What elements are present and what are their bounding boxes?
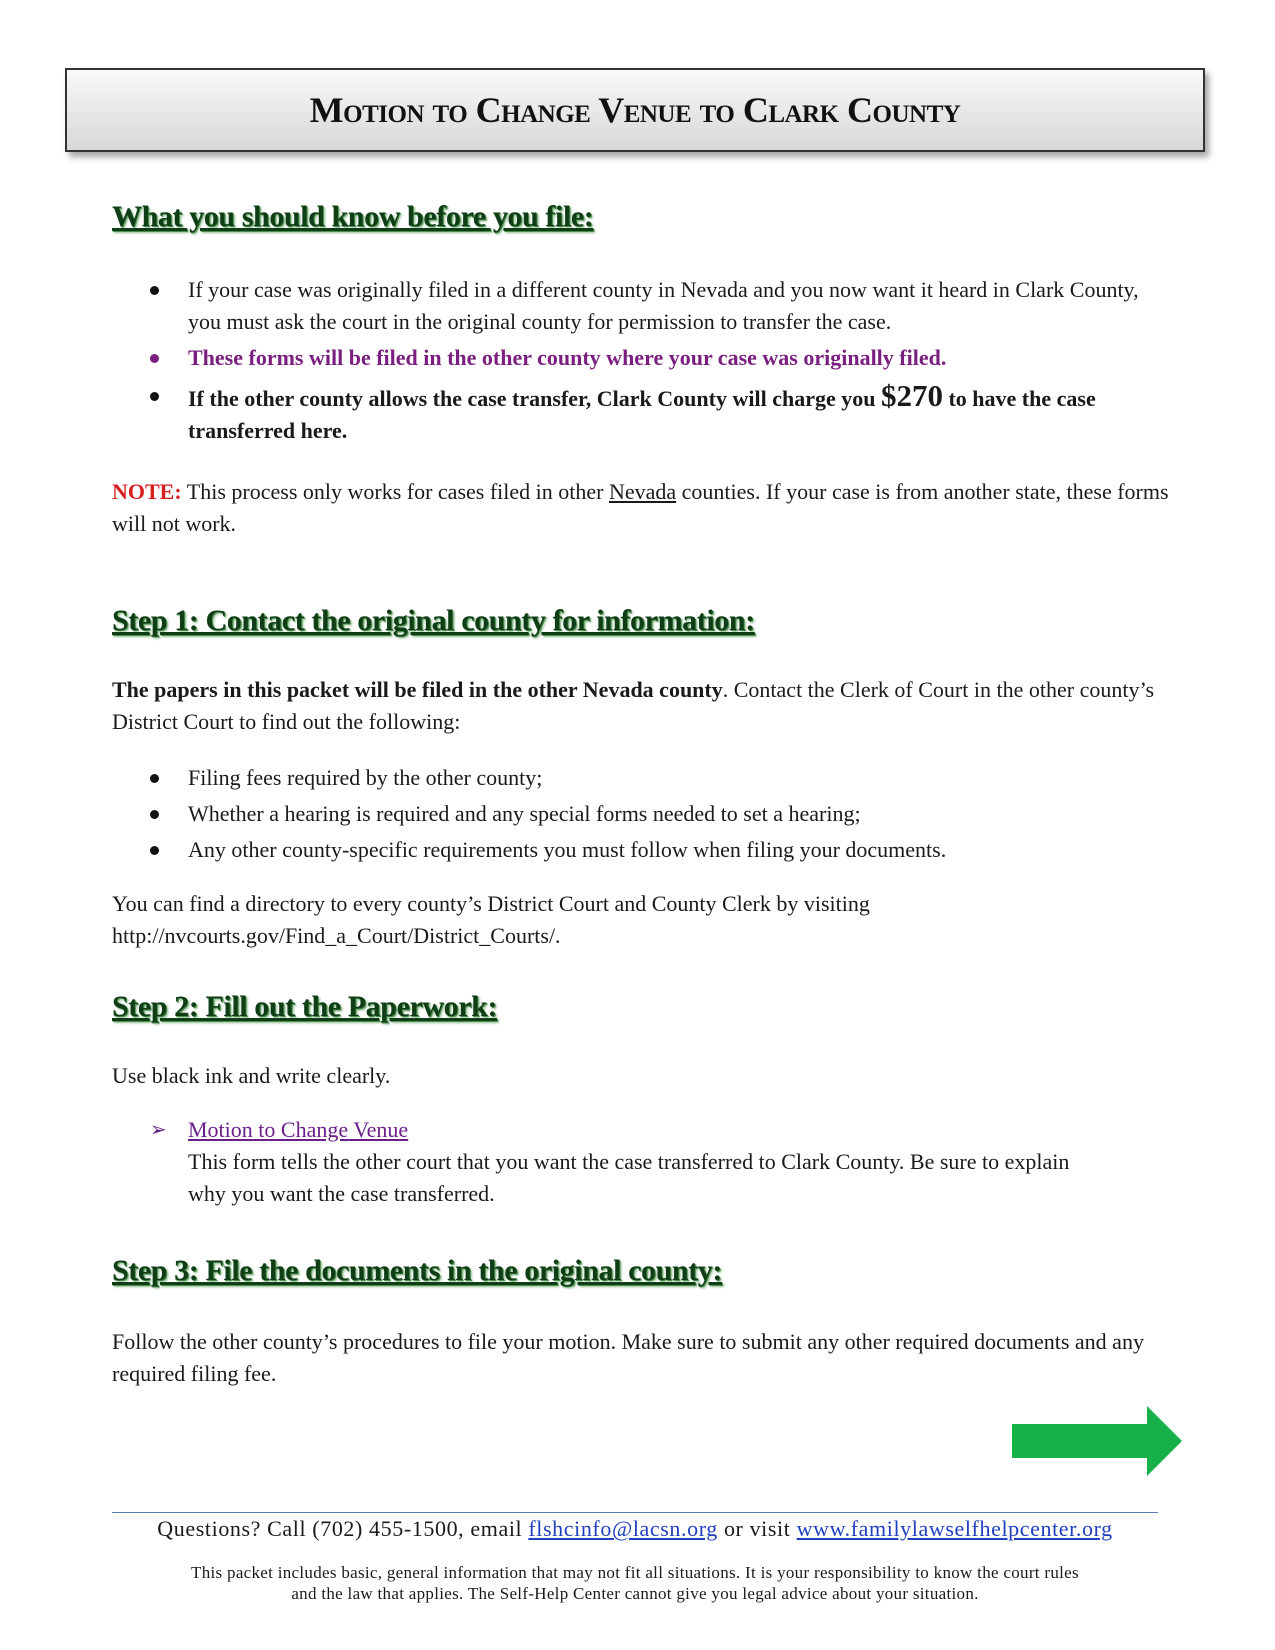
know-bullet-3: If the other county allows the case transfer, Clark County will charge you $270 to have the case transferred here. bbox=[150, 380, 1160, 447]
next-page-arrow-icon[interactable] bbox=[1012, 1406, 1182, 1476]
court-directory-text: You can find a directory to every county’s District Court and County Clerk by visiting http://nvcourts.gov/Find_a_Court/District_Courts/. bbox=[112, 891, 870, 948]
step2-intro: Use black ink and write clearly. bbox=[112, 1063, 391, 1088]
title-box bbox=[65, 68, 1205, 152]
step3-heading: Step 3: File the documents in the original county: bbox=[112, 1254, 722, 1287]
footer-divider bbox=[112, 1512, 1158, 1513]
step1-bullet-3: Any other county-specific requirements you must follow when filing your documents. bbox=[150, 834, 1160, 866]
step1-intro: The papers in this packet will be filed in the other Nevada county. Contact the Clerk of Court in the other county’s District Court to find out the following: bbox=[112, 677, 1155, 734]
email-link[interactable]: flshcinfo@lacsn.org bbox=[528, 1516, 718, 1541]
know-bullet-list bbox=[150, 274, 1160, 447]
transfer-fee-amount: $270 bbox=[880, 378, 943, 413]
step2-heading: Step 2: Fill out the Paperwork: bbox=[112, 990, 498, 1023]
footer-contact: Questions? Call (702) 455-1500, email flshcinfo@lacsn.org or visit www.familylawselfhelpcenter.org bbox=[157, 1516, 1113, 1541]
motion-form-link[interactable]: Motion to Change Venue bbox=[188, 1117, 409, 1142]
step1-bullet-list bbox=[150, 762, 1160, 866]
step1-heading: Step 1: Contact the original county for information: bbox=[112, 604, 755, 637]
know-bullet-2: These forms will be filed in the other county where your case was originally filed. bbox=[150, 342, 1160, 374]
form-item-motion bbox=[150, 1114, 1110, 1210]
note-label: NOTE: bbox=[112, 479, 182, 504]
footer-disclaimer: This packet includes basic, general information that may not fit all situations. It is your responsibility to know the court rules and the law that applies. The Self-Help Center cannot give you legal advice about your situation. bbox=[191, 1563, 1079, 1603]
nevada-word: Nevada bbox=[608, 479, 677, 504]
page-title: Motion to Change Venue to Clark County bbox=[309, 90, 961, 130]
arrow-bullet-icon: ➢ bbox=[150, 1119, 167, 1141]
know-bullet-1: If your case was originally filed in a different county in Nevada and you now want it heard in Clark County, you must ask the court in the original county for permission to transfer the case. bbox=[150, 274, 1160, 338]
step1-bullet-2: Whether a hearing is required and any special forms needed to set a hearing; bbox=[150, 798, 1160, 830]
step3-text: Follow the other county’s procedures to file your motion. Make sure to submit any other required documents and any required filing fee. bbox=[112, 1329, 1144, 1386]
motion-form-description: This form tells the other court that you want the case transferred to Clark County. Be sure to explain why you want the case transferred. bbox=[188, 1149, 1070, 1206]
section-heading-know: What you should know before you file: bbox=[112, 200, 594, 233]
note-paragraph: NOTE: This process only works for cases filed in other Nevada counties. If your case is from another state, these forms will not work. bbox=[112, 479, 1169, 536]
website-link[interactable]: www.familylawselfhelpcenter.org bbox=[796, 1516, 1113, 1541]
step1-bullet-1: Filing fees required by the other county; bbox=[150, 762, 1160, 794]
